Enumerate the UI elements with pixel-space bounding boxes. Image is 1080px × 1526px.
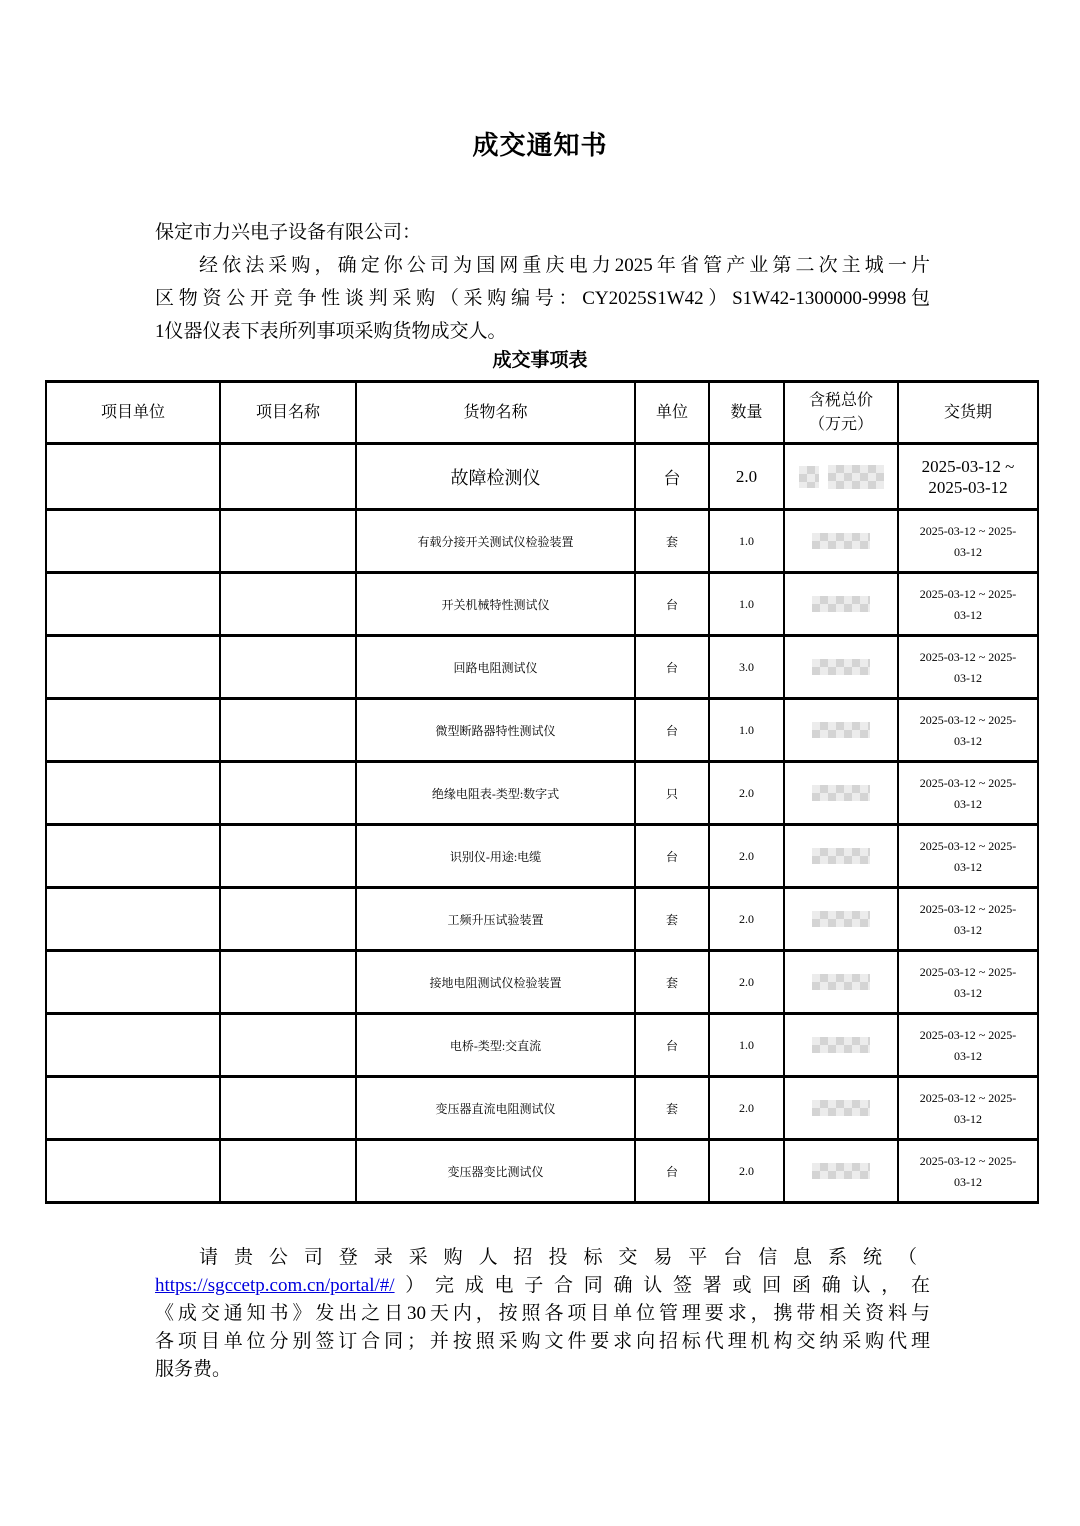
cell-quantity: 1.0 [709,573,784,636]
table-row [46,510,1038,573]
cell-unit: 台 [635,636,709,699]
cell-project-unit [46,636,220,699]
body-line-2: 区物资公开竞争性谈判采购（采购编号：CY2025S1W42）S1W42-1300000-9998包 [155,288,930,309]
price-redaction-block [799,466,819,488]
cell-project-unit [46,762,220,825]
cell-delivery-period: 2025-03-12 ~ 2025- 03-12 [898,888,1038,951]
cell-delivery-period: 2025-03-12 ~ 2025- 03-12 [898,699,1038,762]
col-header-delivery-period: 交货期 [898,382,1038,444]
col-header-goods-name: 货物名称 [356,382,635,444]
footer-section [155,1244,930,1384]
price-redaction-block [812,596,870,612]
price-redaction-block [812,1037,870,1053]
cell-project-unit [46,573,220,636]
cell-price-redacted [784,1140,898,1203]
cell-price-redacted [784,888,898,951]
col-header-total-price [784,382,898,444]
cell-project-name [220,1140,356,1203]
cell-project-unit [46,825,220,888]
cell-unit: 套 [635,888,709,951]
col-header-unit: 单位 [635,382,709,444]
cell-price-redacted [784,444,898,510]
cell-price-redacted [784,636,898,699]
table-header [46,382,1038,444]
footer-line-2 [155,1272,930,1300]
cell-project-name [220,510,356,573]
recipient-line: 保定市力兴电子设备有限公司： [155,222,422,243]
cell-unit: 台 [635,699,709,762]
table-row [46,762,1038,825]
cell-project-name [220,699,356,762]
cell-project-unit [46,1014,220,1077]
cell-quantity: 2.0 [709,951,784,1014]
cell-delivery-period: 2025-03-12 ~ 2025-03-12 [898,444,1038,510]
cell-project-name [220,636,356,699]
cell-price-redacted [784,951,898,1014]
cell-project-name [220,1014,356,1077]
cell-project-unit [46,951,220,1014]
col-header-quantity: 数量 [709,382,784,444]
cell-unit: 台 [635,825,709,888]
footer-line-5: 服务费。 [155,1359,232,1380]
price-redaction-block [812,974,870,990]
cell-unit: 套 [635,510,709,573]
cell-goods-name: 绝缘电阻表-类型:数字式 [356,762,635,825]
cell-quantity: 1.0 [709,699,784,762]
cell-goods-name: 识别仪-用途:电缆 [356,825,635,888]
cell-goods-name: 有载分接开关测试仪检验装置 [356,510,635,573]
cell-delivery-period: 2025-03-12 ~ 2025- 03-12 [898,951,1038,1014]
deal-items-table [45,380,1039,1204]
table-row [46,699,1038,762]
cell-unit: 台 [635,1014,709,1077]
cell-project-unit [46,888,220,951]
cell-goods-name: 回路电阻测试仪 [356,636,635,699]
cell-project-name [220,762,356,825]
cell-delivery-period: 2025-03-12 ~ 2025- 03-12 [898,573,1038,636]
table-row [46,888,1038,951]
table-row [46,444,1038,510]
cell-quantity: 2.0 [709,1140,784,1203]
items-table-body [46,444,1038,1203]
price-redaction-block [828,465,884,489]
cell-unit: 套 [635,951,709,1014]
col-header-total-price-line1: 含税总价 [808,391,873,409]
col-header-total-price-line2: （万元） [808,415,873,433]
cell-goods-name: 变压器直流电阻测试仪 [356,1077,635,1140]
cell-quantity: 2.0 [709,762,784,825]
cell-project-name [220,951,356,1014]
body-line-3: 1仪器仪表下表所列事项采购货物成交人。 [155,321,507,342]
cell-price-redacted [784,825,898,888]
cell-price-redacted [784,1014,898,1077]
footer-line-3: 《成交通知书》发出之日30天内，按照各项目单位管理要求，携带相关资料与 [155,1303,930,1324]
footer-line-1: 请贵公司登录采购人招投标交易平台信息系统（ [199,1247,930,1268]
document-title: 成交通知书 [472,131,608,160]
cell-price-redacted [784,510,898,573]
cell-delivery-period: 2025-03-12 ~ 2025- 03-12 [898,1014,1038,1077]
cell-project-unit [46,1077,220,1140]
cell-unit: 台 [635,1140,709,1203]
cell-price-redacted [784,699,898,762]
cell-quantity: 2.0 [709,825,784,888]
table-header-row [46,382,1038,444]
price-redaction-block [812,1100,870,1116]
cell-project-unit [46,510,220,573]
footer-line-2-text: ）完成电子合同确认签署或回函确认，在 [394,1275,930,1296]
table-row [46,573,1038,636]
footer-line-4: 各项目单位分别签订合同；并按照采购文件要求向招标代理机构交纳采购代理 [155,1331,930,1352]
cell-delivery-period: 2025-03-12 ~ 2025- 03-12 [898,1077,1038,1140]
cell-price-redacted [784,1077,898,1140]
cell-project-name [220,444,356,510]
cell-quantity: 1.0 [709,510,784,573]
price-redaction-block [812,533,870,549]
cell-delivery-period: 2025-03-12 ~ 2025- 03-12 [898,636,1038,699]
cell-quantity: 2.0 [709,444,784,510]
cell-goods-name: 工频升压试验装置 [356,888,635,951]
cell-project-unit [46,444,220,510]
body-line-1: 经依法采购，确定你公司为国网重庆电力2025年省管产业第二次主城一片 [199,255,930,276]
price-redaction-block [812,848,870,864]
cell-unit: 台 [635,573,709,636]
cell-unit: 套 [635,1077,709,1140]
cell-quantity: 1.0 [709,1014,784,1077]
cell-goods-name: 故障检测仪 [356,444,635,510]
cell-goods-name: 开关机械特性测试仪 [356,573,635,636]
table-title: 成交事项表 [492,350,588,371]
price-redaction-block [812,1163,870,1179]
cell-goods-name: 接地电阻测试仪检验装置 [356,951,635,1014]
table-row [46,951,1038,1014]
cell-goods-name: 变压器变比测试仪 [356,1140,635,1203]
cell-project-name [220,825,356,888]
col-header-project-unit: 项目单位 [46,382,220,444]
cell-price-redacted [784,762,898,825]
cell-unit: 台 [635,444,709,510]
cell-quantity: 2.0 [709,888,784,951]
table-row [46,1140,1038,1203]
cell-quantity: 3.0 [709,636,784,699]
col-header-project-name: 项目名称 [220,382,356,444]
table-row [46,825,1038,888]
cell-goods-name: 电桥-类型:交直流 [356,1014,635,1077]
cell-delivery-period: 2025-03-12 ~ 2025- 03-12 [898,510,1038,573]
price-redaction-block [812,659,870,675]
cell-delivery-period: 2025-03-12 ~ 2025- 03-12 [898,1140,1038,1203]
cell-price-redacted [784,573,898,636]
table-row [46,1014,1038,1077]
portal-link[interactable]: https://sgccetp.com.cn/portal/#/ [155,1275,395,1296]
cell-project-unit [46,699,220,762]
price-redaction-block [812,722,870,738]
cell-project-unit [46,1140,220,1203]
price-redaction-block [812,911,870,927]
table-row [46,636,1038,699]
table-row [46,1077,1038,1140]
cell-project-name [220,1077,356,1140]
cell-delivery-period: 2025-03-12 ~ 2025- 03-12 [898,825,1038,888]
intro-section [155,216,930,348]
price-redaction-block [812,785,870,801]
cell-quantity: 2.0 [709,1077,784,1140]
cell-project-name [220,573,356,636]
cell-delivery-period: 2025-03-12 ~ 2025- 03-12 [898,762,1038,825]
cell-unit: 只 [635,762,709,825]
cell-project-name [220,888,356,951]
cell-goods-name: 微型断路器特性测试仪 [356,699,635,762]
